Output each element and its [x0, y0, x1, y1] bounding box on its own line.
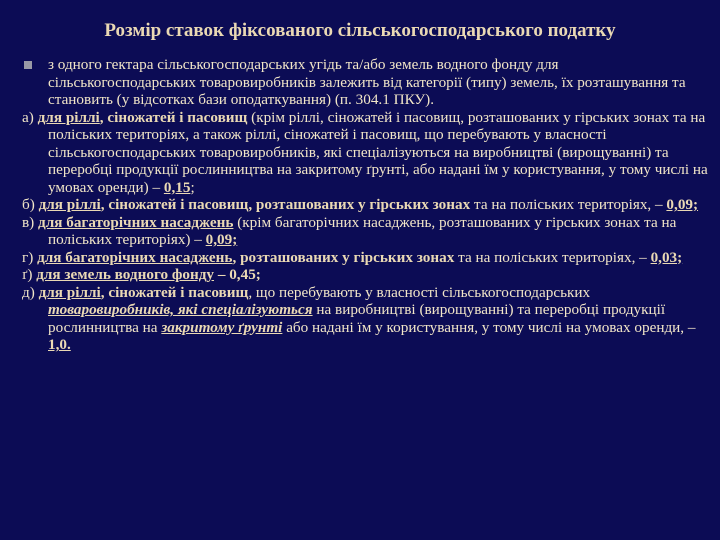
- rate-item-text: та на поліських територіях, –: [454, 248, 651, 266]
- square-bullet-icon: [24, 61, 32, 69]
- rate-value: 0,09;: [666, 196, 699, 213]
- slide-body: [22, 56, 710, 354]
- rate-item: [22, 214, 710, 249]
- intro-text: з одного гектара сільськогосподарських угідь та/або земель водного фонду для сільськогосподарських товаровиробників залежить від категорії (типу) земель, їх розташування та становить (у відсотках бази оподаткування) (п. 304.1 ПКУ).: [48, 56, 686, 108]
- rate-item-text: або надані їм у користування, у тому числі на умовах оренди, –: [282, 318, 696, 336]
- rate-item-label: а): [22, 108, 38, 126]
- rate-item-text: ,: [99, 108, 108, 126]
- rate-item: [22, 249, 710, 267]
- rate-item-text[interactable]: для ріллі: [38, 196, 101, 213]
- rate-list: [22, 109, 710, 354]
- rate-item-text[interactable]: для ріллі: [38, 283, 101, 301]
- rate-value: 0,15: [163, 178, 191, 196]
- rate-item-text[interactable]: для ріллі: [37, 108, 100, 126]
- rate-item-text[interactable]: для земель водного фонду: [36, 266, 215, 283]
- rate-item-text: на виробництві (вирощуванні) та переробці продукції рослинництва на: [48, 301, 666, 336]
- rate-item-label: г): [22, 248, 38, 266]
- rate-item-label: б): [22, 196, 39, 213]
- rate-item-text: ;: [190, 178, 195, 196]
- intro-paragraph: [22, 56, 710, 109]
- rate-item-text: та на поліських територіях, –: [470, 196, 667, 213]
- rate-item-text[interactable]: для багаторічних насаджень: [37, 248, 233, 266]
- rate-item-text: сіножатей і пасовищ: [108, 283, 249, 301]
- rate-value: 1,0.: [48, 336, 71, 353]
- rate-item-text[interactable]: для багаторічних насаджень: [38, 213, 234, 231]
- rate-item: [22, 196, 710, 214]
- rate-value: 0,03;: [650, 248, 683, 266]
- rate-item: [22, 284, 710, 354]
- rate-item-text: (крім ріллі, сіножатей і пасовищ, розташованих у гірських зонах та на поліських територіях, а також ріллі, сіножатей і пасовищ, що перебувають у власності сільськогосподарських товаровиробників, які спеціалізуються на виробництві (вирощуванні) та переробці продукції рослинництва на закритому ґрунті, або надані їм у користування, у тому числі на умовах оренди) –: [48, 108, 708, 196]
- rate-item-label: в): [22, 213, 39, 231]
- rate-item-text: , розташованих у гірських зонах: [232, 248, 455, 266]
- slide-title: Розмір ставок фіксованого сільськогосподарського податку: [104, 20, 616, 41]
- rate-item-text: , що перебувають у власності сільськогосподарських: [248, 283, 591, 301]
- rate-item-label: д): [22, 283, 39, 301]
- rate-item-text: , сіножатей і пасовищ, розташованих у гірських зонах: [100, 196, 471, 213]
- rate-item-text: сіножатей і пасовищ: [107, 108, 248, 126]
- rate-item-text: ,: [100, 283, 109, 301]
- rate-item-text: товаровиробників, які спеціалізуються: [48, 301, 313, 318]
- rate-value: 0,09;: [205, 231, 238, 248]
- rate-item-text: – 0,45;: [214, 266, 261, 283]
- rate-item: [22, 266, 710, 284]
- rate-item: [22, 109, 710, 197]
- rate-item-label: ґ): [22, 266, 37, 283]
- rate-item-text: (крім багаторічних насаджень, розташованих у гірських зонах та на поліських територіях) –: [48, 213, 677, 248]
- rate-item-text: закритому ґрунті: [161, 318, 283, 336]
